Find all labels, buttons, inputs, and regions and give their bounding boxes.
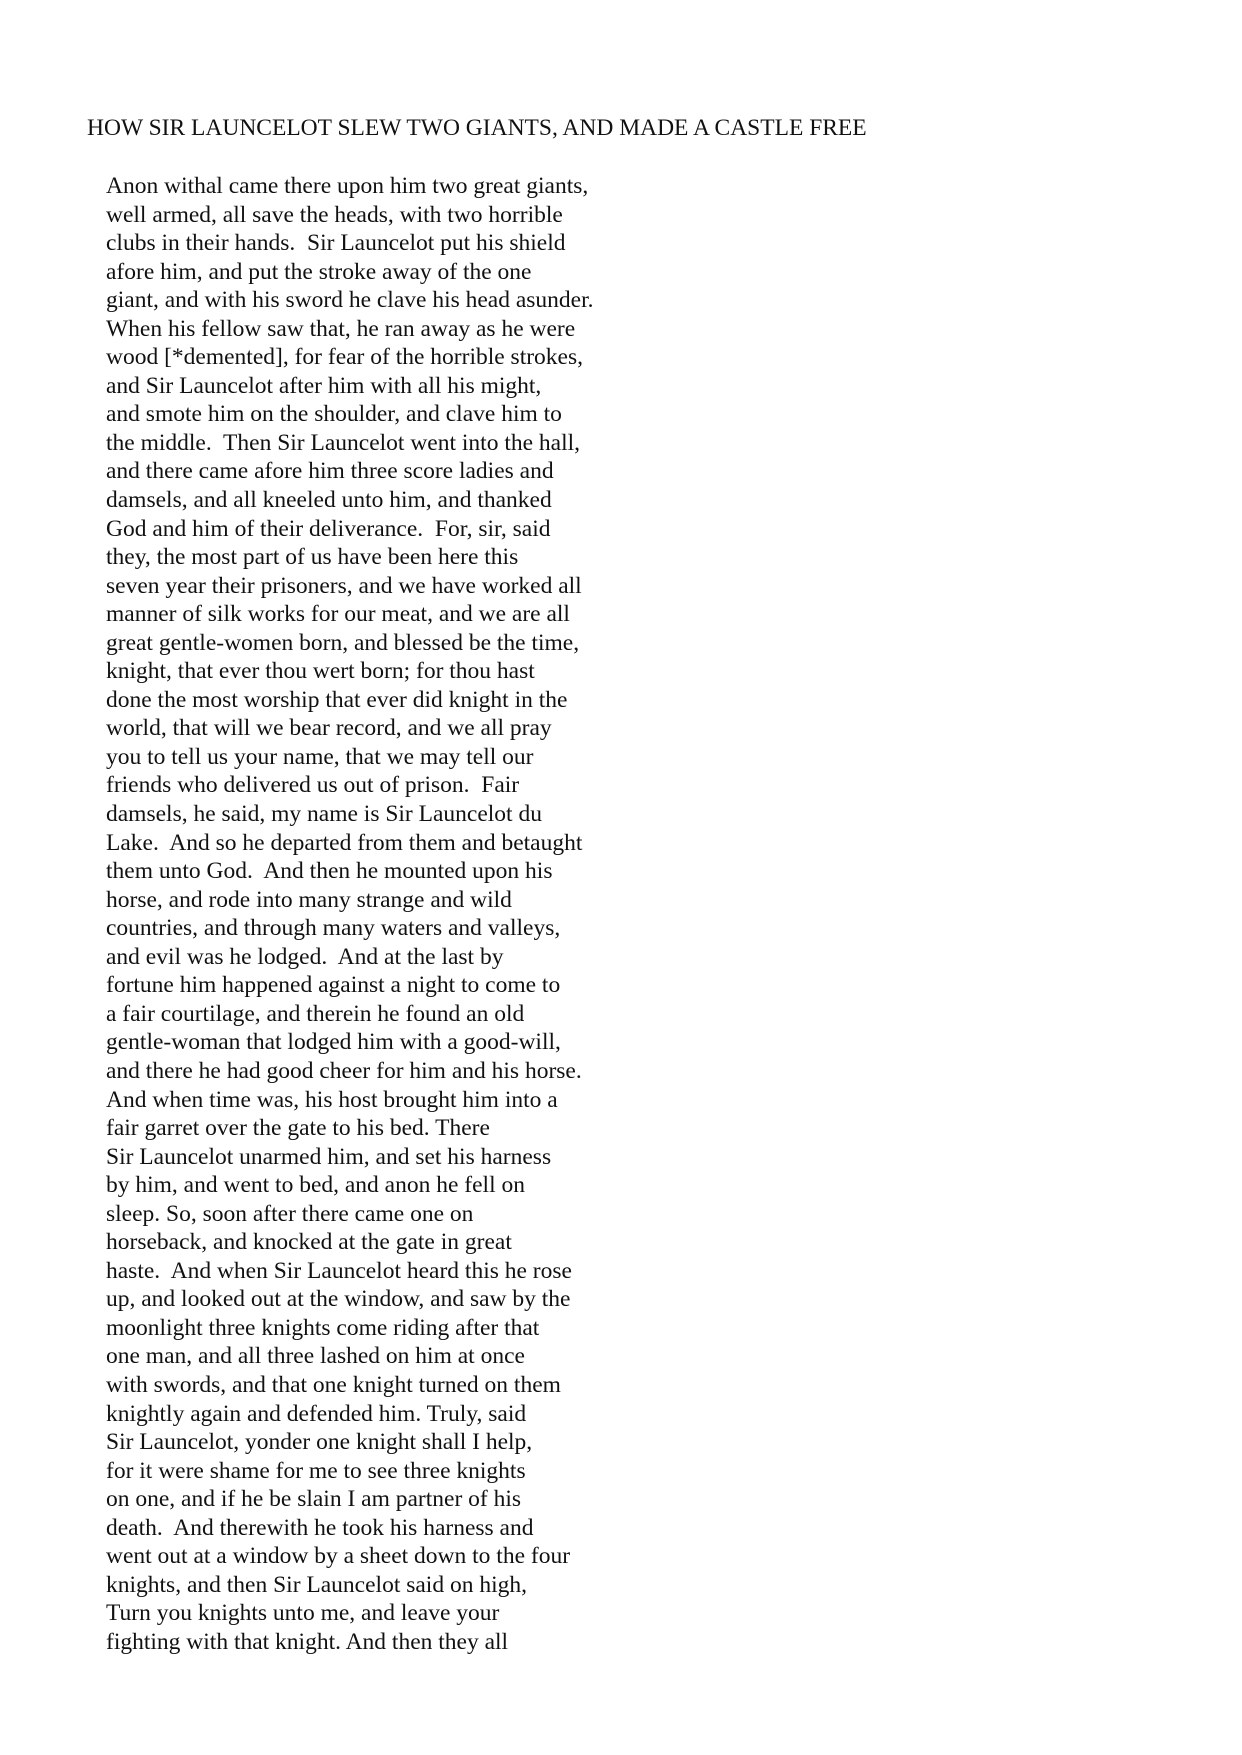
chapter-title: HOW SIR LAUNCELOT SLEW TWO GIANTS, AND MADE A CASTLE FREE: [87, 115, 867, 141]
text-line: for it were shame for me to see three knights: [106, 1457, 526, 1484]
text-line: a fair courtilage, and therein he found an old: [106, 1000, 525, 1027]
text-line: and evil was he lodged. And at the last by: [106, 943, 504, 970]
text-line: manner of silk works for our meat, and we are all: [106, 601, 570, 628]
text-line: world, that will we bear record, and we all pray: [106, 715, 552, 742]
text-line: death. And therewith he took his harness and: [106, 1514, 534, 1541]
text-line: horse, and rode into many strange and wild: [106, 886, 512, 913]
text-line: wood [*demented], for fear of the horrible strokes,: [106, 344, 584, 371]
text-line: great gentle-women born, and blessed be the time,: [106, 629, 580, 656]
text-line: Turn you knights unto me, and leave your: [106, 1600, 500, 1627]
text-line: and smote him on the shoulder, and clave him to: [106, 401, 562, 428]
text-line: the middle. Then Sir Launcelot went into the hall,: [106, 429, 581, 456]
text-line: with swords, and that one knight turned on them: [106, 1371, 561, 1398]
text-line: God and him of their deliverance. For, sir, said: [106, 515, 551, 542]
text-line: knights, and then Sir Launcelot said on high,: [106, 1571, 527, 1598]
text-line: Lake. And so he departed from them and betaught: [106, 829, 583, 856]
text-line: And when time was, his host brought him into a: [106, 1086, 558, 1113]
text-line: afore him, and put the stroke away of the one: [106, 258, 532, 285]
text-line: you to tell us your name, that we may tell our: [106, 743, 534, 770]
text-line: went out at a window by a sheet down to the four: [106, 1543, 571, 1570]
text-line: damsels, and all kneeled unto him, and thanked: [106, 487, 552, 514]
text-line: knight, that ever thou wert born; for thou hast: [106, 658, 535, 685]
text-line: and there he had good cheer for him and his horse.: [106, 1057, 582, 1084]
text-line: fighting with that knight. And then they all: [106, 1628, 509, 1655]
text-line: they, the most part of us have been here this: [106, 544, 519, 571]
text-line: Sir Launcelot unarmed him, and set his harness: [106, 1143, 552, 1170]
body-text: [106, 172, 594, 1656]
text-line: gentle-woman that lodged him with a good-will,: [106, 1029, 561, 1056]
text-line: up, and looked out at the window, and saw by the: [106, 1286, 571, 1313]
text-line: moonlight three knights come riding after that: [106, 1314, 540, 1341]
text-line: fortune him happened against a night to come to: [106, 972, 561, 999]
text-line: damsels, he said, my name is Sir Launcelot du: [106, 801, 542, 828]
text-line: haste. And when Sir Launcelot heard this he rose: [106, 1257, 572, 1284]
text-line: and Sir Launcelot after him with all his might,: [106, 372, 542, 399]
text-line: fair garret over the gate to his bed. There: [106, 1115, 490, 1142]
text-line: Sir Launcelot, yonder one knight shall I help,: [106, 1429, 533, 1456]
text-line: on one, and if he be slain I am partner of his: [106, 1486, 522, 1513]
text-line: horseback, and knocked at the gate in great: [106, 1229, 512, 1256]
text-line: knightly again and defended him. Truly, said: [106, 1400, 527, 1427]
text-line: done the most worship that ever did knight in the: [106, 686, 568, 713]
text-line: by him, and went to bed, and anon he fell on: [106, 1172, 525, 1199]
text-line: Anon withal came there upon him two great giants,: [106, 173, 589, 199]
text-line: well armed, all save the heads, with two horrible: [106, 201, 563, 228]
text-line: seven year their prisoners, and we have worked all: [106, 572, 582, 599]
text-line: giant, and with his sword he clave his head asunder.: [106, 287, 594, 314]
text-line: them unto God. And then he mounted upon his: [106, 858, 553, 885]
text-line: When his fellow saw that, he ran away as he were: [106, 315, 576, 342]
text-line: friends who delivered us out of prison. Fair: [106, 772, 520, 799]
text-line: and there came afore him three score ladies and: [106, 458, 554, 485]
text-line: countries, and through many waters and valleys,: [106, 915, 561, 942]
text-line: clubs in their hands. Sir Launcelot put his shield: [106, 230, 566, 257]
text-line: sleep. So, soon after there came one on: [106, 1200, 474, 1227]
text-line: one man, and all three lashed on him at once: [106, 1343, 525, 1370]
